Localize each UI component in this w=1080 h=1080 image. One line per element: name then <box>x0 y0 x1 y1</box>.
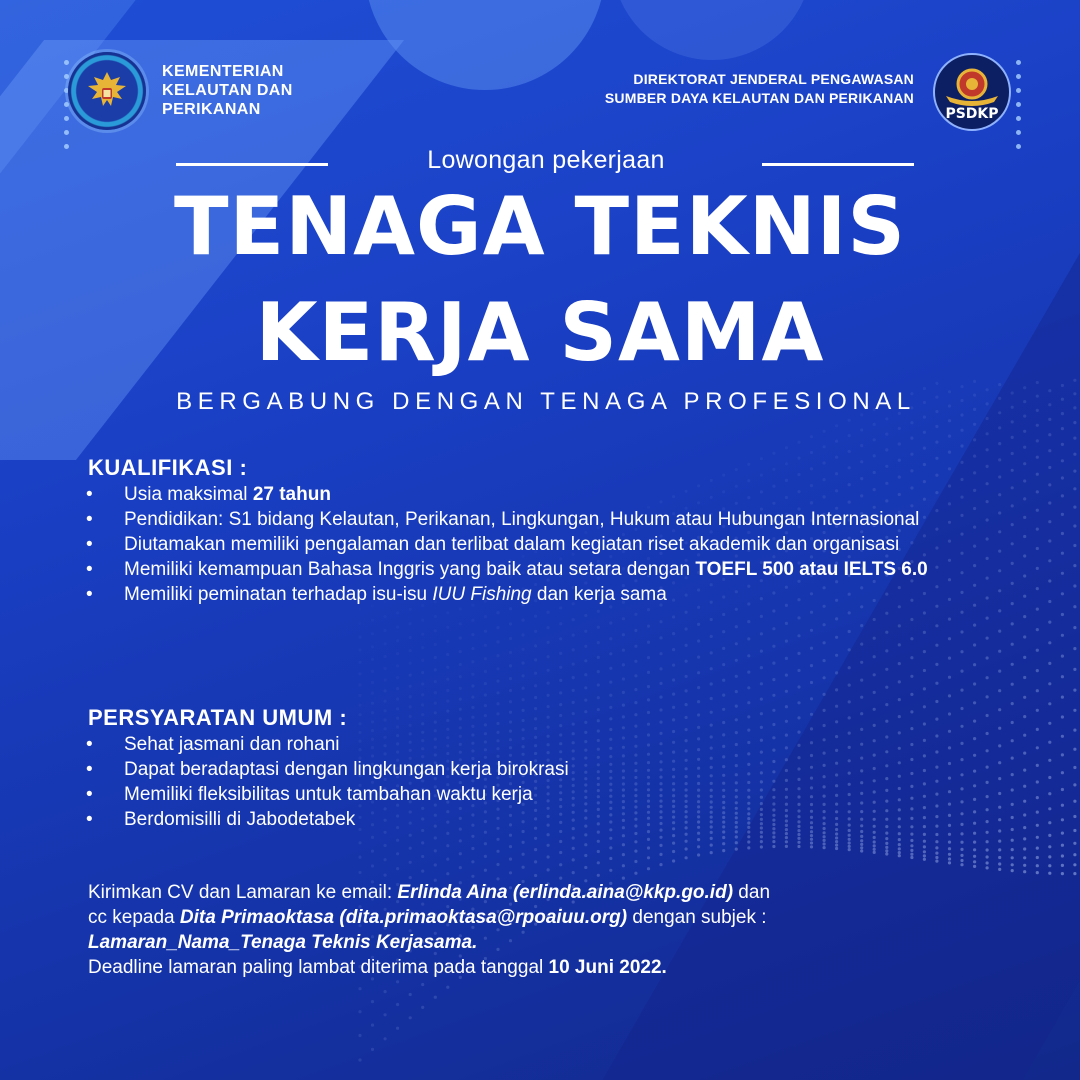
general-requirements-list <box>86 732 1006 832</box>
list-item: • Usia maksimal 27 tahun <box>86 484 331 505</box>
ministry-name-line: PERIKANAN <box>162 101 261 118</box>
psdkp-emblem-icon <box>932 52 1012 132</box>
list-item: • Memiliki kemampuan Bahasa Inggris yang baik atau setara dengan TOEFL 500 atau IELTS 6.0 <box>86 559 928 580</box>
list-item: • Dapat beradaptasi dengan lingkungan kerja birokrasi <box>86 759 569 780</box>
psdkp-logo-text: PSDKP <box>945 106 999 122</box>
deadline-line: Deadline lamaran paling lambat diterima pada tanggal 10 Juni 2022. <box>88 957 667 978</box>
cc-contact-email: Dita Primaoktasa (dita.primaoktasa@rpoaiuu.org) <box>179 907 628 928</box>
tagline: BERGABUNG DENGAN TENAGA PROFESIONAL <box>176 388 916 415</box>
directorate-name-line: DIREKTORAT JENDERAL PENGAWASAN <box>633 71 914 87</box>
decorative-dots <box>64 60 69 149</box>
email-subject: Lamaran_Nama_Tenaga Teknis Kerjasama. <box>88 932 478 953</box>
contact-line: cc kepada Dita Primaoktasa (dita.primaoktasa@rpoaiuu.org) dengan subjek : <box>88 907 767 928</box>
garuda-emblem-icon <box>68 52 146 130</box>
decorative-dots <box>1016 60 1021 149</box>
list-item: • Memiliki fleksibilitas untuk tambahan waktu kerja <box>86 784 533 805</box>
list-item: • Diutamakan memiliki pengalaman dan terlibat dalam kegiatan riset akademik dan organisasi <box>86 534 900 555</box>
list-item: • Sehat jasmani dan rohani <box>86 734 340 755</box>
directorate-name-line: SUMBER DAYA KELAUTAN DAN PERIKANAN <box>604 90 914 106</box>
contact-line: Kirimkan CV dan Lamaran ke email: Erlinda Aina (erlinda.aina@kkp.go.id) dan <box>88 882 771 903</box>
list-item: • Berdomisilli di Jabodetabek <box>86 809 356 830</box>
headline-line-1: TENAGA TEKNIS <box>173 180 907 273</box>
ministry-name <box>162 62 342 119</box>
primary-contact-email: Erlinda Aina (erlinda.aina@kkp.go.id) <box>397 882 734 903</box>
ministry-name-line: KELAUTAN DAN <box>162 82 293 99</box>
directorate-name <box>494 70 914 108</box>
poster-subtitle: Lowongan pekerjaan <box>427 146 665 174</box>
qualifications-heading: KUALIFIKASI : <box>88 455 248 480</box>
ministry-name-line: KEMENTERIAN <box>162 63 284 80</box>
general-requirements-heading: PERSYARATAN UMUM : <box>88 705 348 730</box>
application-instructions <box>88 880 988 980</box>
headline-line-2: KERJA SAMA <box>255 286 825 379</box>
list-item: • Pendidikan: S1 bidang Kelautan, Perikanan, Lingkungan, Hukum atau Hubungan Internasional <box>86 509 920 530</box>
list-item: • Memiliki peminatan terhadap isu-isu IUU Fishing dan kerja sama <box>86 584 667 605</box>
qualifications-list <box>86 482 1006 607</box>
deadline-date: 10 Juni 2022. <box>548 957 667 978</box>
